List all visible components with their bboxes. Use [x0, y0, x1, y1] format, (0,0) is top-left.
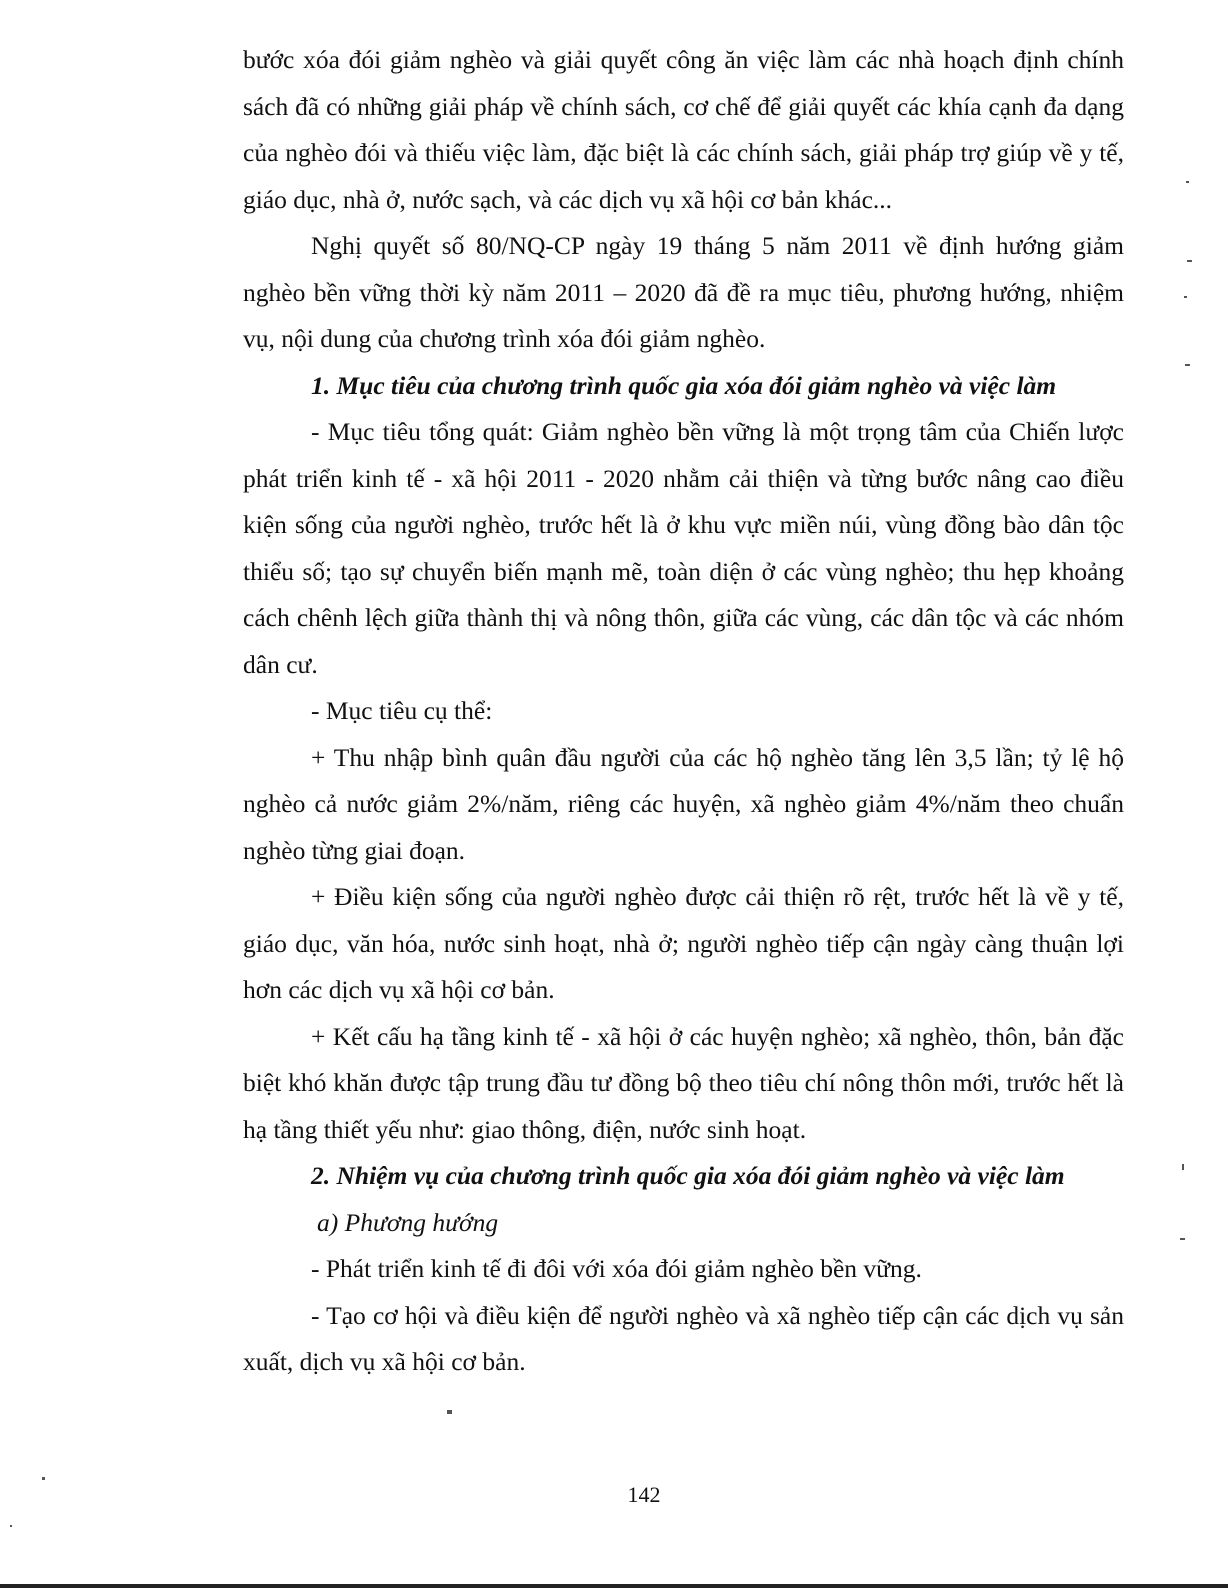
scan-speck: [447, 1410, 452, 1414]
section-heading-objectives: 1. Mục tiêu của chương trình quốc gia xóa đói giảm nghèo và việc làm: [311, 370, 1057, 400]
paragraph-infrastructure: + Kết cấu hạ tầng kinh tế - xã hội ở các huyện nghèo; xã nghèo, thôn, bản đặc biệt khó khăn được tập trung đầu tư đồng bộ theo tiêu chí nông thôn mới, trước hết là hạ tầng thiết yếu như: giao thông, điện, nước sinh hoạt.: [243, 1021, 1124, 1144]
page-number: 142: [627, 1482, 661, 1507]
paragraph-economic-development: - Phát triển kinh tế đi đôi với xóa đói giảm nghèo bền vững.: [311, 1254, 922, 1283]
paragraph-access-services: - Tạo cơ hội và điều kiện để người nghèo và xã nghèo tiếp cận các dịch vụ sản xuất, dịch vụ xã hội cơ bản.: [243, 1300, 1124, 1376]
scan-speck: [1186, 181, 1189, 183]
paragraph-specific-objectives-label: - Mục tiêu cụ thể:: [311, 696, 493, 725]
paragraph-continuation: bước xóa đói giảm nghèo và giải quyết công ăn việc làm các nhà hoạch định chính sách đã có những giải pháp về chính sách, cơ chế để giải quyết các khía cạnh đa dạng của nghèo đói và thiếu việc làm, đặc biệt là các chính sách, giải pháp trợ giúp về y tế, giáo dục, nhà ở, nước sạch, và các dịch vụ xã hội cơ bản khác...: [243, 45, 1124, 214]
scan-bottom-edge: [0, 1584, 1228, 1588]
paragraph-living-conditions: + Điều kiện sống của người nghèo được cải thiện rõ rệt, trước hết là về y tế, giáo dục, văn hóa, nước sinh hoạt, nhà ở; người nghèo tiếp cận ngày càng thuận lợi hơn các dịch vụ xã hội cơ bản.: [243, 882, 1124, 1004]
paragraph-resolution-80: Nghị quyết số 80/NQ-CP ngày 19 tháng 5 năm 2011 về định hướng giảm nghèo bền vững thời kỳ năm 2011 – 2020 đã đề ra mục tiêu, phương hướng, nhiệm vụ, nội dung của chương trình xóa đói giảm nghèo.: [243, 231, 1124, 353]
scan-speck: [1185, 364, 1190, 366]
paragraph-income-target: + Thu nhập bình quân đầu người của các hộ nghèo tăng lên 3,5 lần; tỷ lệ hộ nghèo cả nước giảm 2%/năm, riêng các huyện, xã nghèo giảm 4%/năm theo chuẩn nghèo từng giai đoạn.: [243, 742, 1124, 865]
scan-speck: [1187, 260, 1192, 262]
scan-speck: [1182, 1164, 1184, 1170]
scan-speck: [1184, 296, 1187, 298]
page-body: [243, 37, 1124, 1386]
paragraph-general-objective: - Mục tiêu tổng quát: Giảm nghèo bền vững là một trọng tâm của Chiến lược phát triển kinh tế - xã hội 2011 - 2020 nhằm cải thiện và từng bước nâng cao điều kiện sống của người nghèo, trước hết là ở khu vực miền núi, vùng đồng bào dân tộc thiểu số; tạo sự chuyển biến mạnh mẽ, toàn diện ở các vùng nghèo; thu hẹp khoảng cách chênh lệch giữa thành thị và nông thôn, giữa các vùng, các dân tộc và các nhóm dân cư.: [243, 417, 1124, 679]
section-heading-tasks: 2. Nhiệm vụ của chương trình quốc gia xóa đói giảm nghèo và việc làm: [311, 1161, 1065, 1190]
subheading-direction: a) Phương hướng: [317, 1207, 499, 1237]
scan-speck: [42, 1477, 45, 1480]
scan-speck: [10, 1525, 12, 1527]
scan-speck: [1180, 1238, 1185, 1240]
